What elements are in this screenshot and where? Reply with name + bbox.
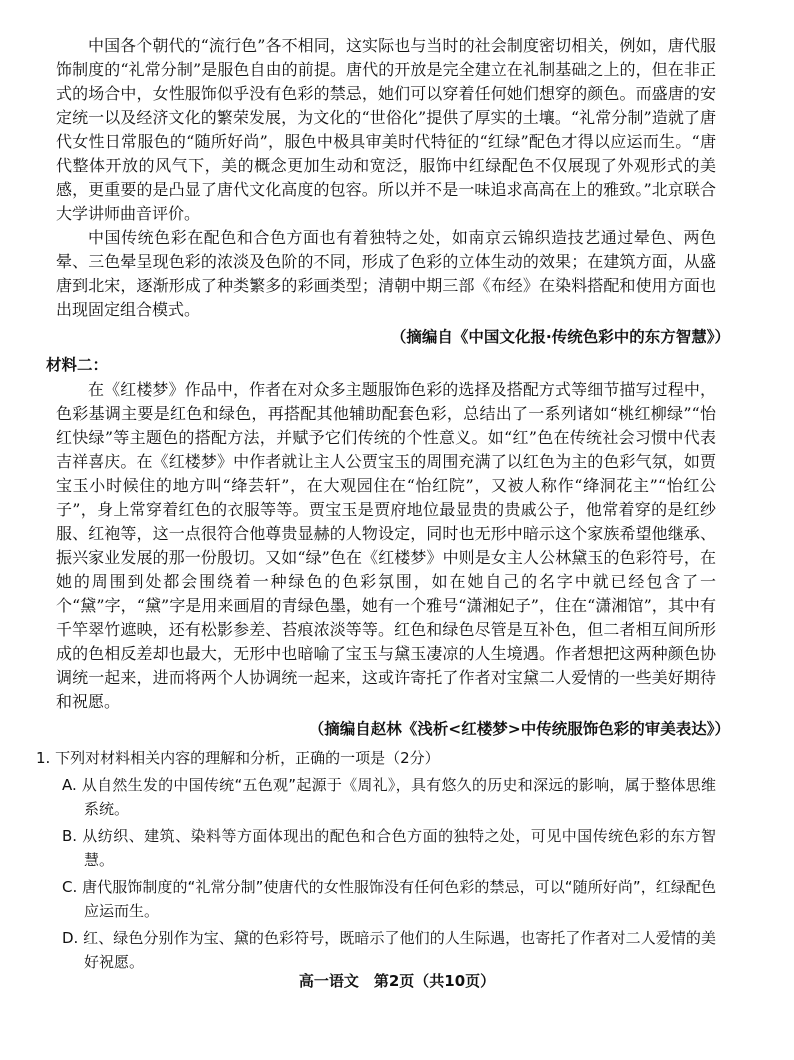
question-1-option-c: C. 唐代服饰制度的“礼常分制”使唐代的女性服饰没有任何色彩的禁忌，可以“随所好尚”，红绿配色应运而生。 xyxy=(62,878,716,920)
material1-source: （摘编自《中国文化报·传统色彩中的东方智慧》） xyxy=(390,328,730,346)
question-1-option-a: A. 从自然生发的中国传统“五色观”起源于《周礼》，具有悠久的历史和深远的影响，属于整体思维系统。 xyxy=(62,776,716,818)
question-1-stem: 1. 下列对材料相关内容的理解和分析，正确的一项是（2分） xyxy=(36,749,440,767)
page-footer: 高一语文 第2页（共10页） xyxy=(298,972,496,990)
material1-paragraph-2: 中国传统色彩在配色和合色方面也有着独特之处，如南京云锦织造技艺通过晕色、两色晕、三色晕呈现色彩的浓淡及色阶的不同，形成了色彩的立体生动的效果；在建筑方面，从盛唐到北宋，逐渐形成了种类繁多的彩画类型；清朝中期三部《布经》在染料搭配和使用方面也出现固定组合模式。 xyxy=(56,228,716,319)
material1-paragraph-1: 中国各个朝代的“流行色”各不相同，这实际也与当时的社会制度密切相关，例如，唐代服饰制度的“礼常分制”是服色自由的前提。唐代的开放是完全建立在礼制基础之上的，但在非正式的场合中，女性服饰似乎没有色彩的禁忌，她们可以穿着任何她们想穿的颜色。而盛唐的安定统一以及经济文化的繁荣发展，为文化的“世俗化”提供了厚实的土壤。“礼常分制”造就了唐代女性日常服色的“随所好尚”，服色中极具审美时代特征的“红绿”配色才得以应运而生。“唐代整体开放的风气下，美的概念更加生动和宽泛，服饰中红绿配色不仅展现了外观形式的美感，更重要的是凸显了唐代文化高度的包容。所以并不是一味追求高高在上的雅致。”北京联合大学讲师曲音评价。 xyxy=(56,36,716,223)
question-1-option-b: B. 从纺织、建筑、染料等方面体现出的配色和合色方面的独特之处，可见中国传统色彩的东方智慧。 xyxy=(62,827,716,869)
material2-source: （摘编自赵林《浅析<红楼梦>中传统服饰色彩的审美表达》） xyxy=(308,720,730,738)
question-1-option-d: D. 红、绿色分别作为宝、黛的色彩符号，既暗示了他们的人生际遇，也寄托了作者对二人爱情的美好祝愿。 xyxy=(62,929,716,971)
exam-page xyxy=(36,34,730,974)
material2-paragraph-1: 在《红楼梦》作品中，作者在对众多主题服饰色彩的选择及搭配方式等细节描写过程中，色彩基调主要是红色和绿色，再搭配其他辅助配套色彩，总结出了一系列诸如“桃红柳绿”“怡红快绿”等主题色的搭配方法，并赋予它们传统的个性意义。如“红”色在传统社会习惯中代表吉祥喜庆。在《红楼梦》中作者就让主人公贾宝玉的周围充满了以红色为主的色彩气氛，如贾宝玉小时候住的地方叫“绛芸轩”，在大观园住在“怡红院”，又被人称作“绛洞花主”“怡红公子”，身上常穿着红色的衣服等等。贾宝玉是贾府地位最显贵的贵戚公子，他常着穿的是红纱服、红袍等，这一点很符合他尊贵显赫的人物设定，同时也无形中暗示这个家族希望他继承、振兴家业发展的那一份殷切。又如“绿”色在《红楼梦》中则是女主人公林黛玉的色彩符号，在她的周围到处都会围绕着一种绿色的色彩氛围，如在她自己的名字中就已经包含了一个“黛”字，“黛”字是用来画眉的青绿色墨，她有一个雅号“潇湘妃子”，住在“潇湘馆”，其中有千竿翠竹遮映，还有松影参差、苔痕浓淡等等。红色和绿色尽管是互补色，但二者相互间所形成的色相反差却也最大，无形中也暗喻了宝玉与黛玉凄凉的人生境遇。作者想把这两种颜色协调统一起来，进而将两个人协调统一起来，这或许寄托了作者对宝黛二人爱情的一些美好期待和祝愿。 xyxy=(56,380,716,711)
material2-heading: 材料二： xyxy=(46,356,109,374)
